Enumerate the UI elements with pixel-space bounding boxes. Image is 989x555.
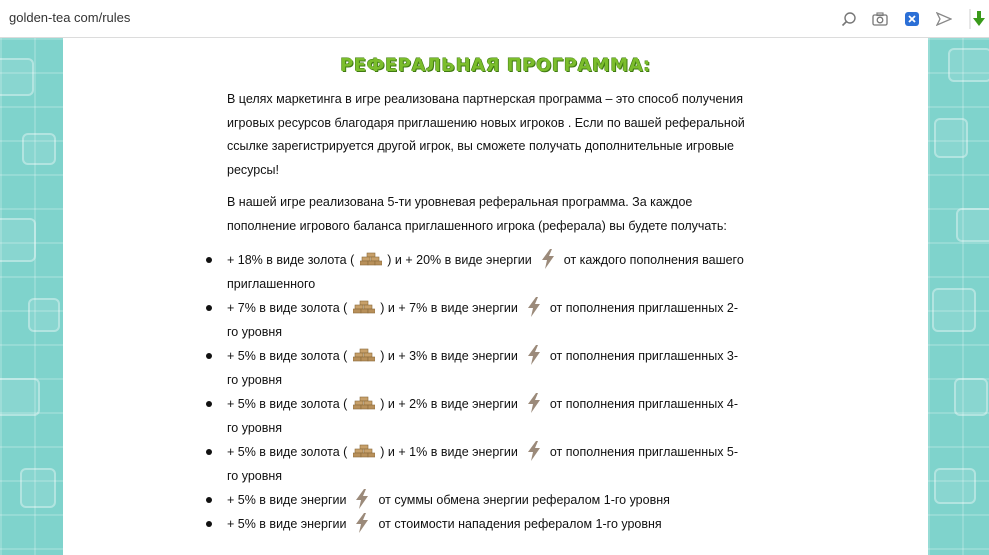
list-item: + 5% в виде энергии от стоимости нападения рефералом 1-го уровня: [206, 512, 747, 536]
rules-panel: [63, 38, 928, 555]
url-text[interactable]: golden-tea com/rules: [9, 10, 131, 25]
camera-icon[interactable]: [870, 9, 890, 29]
gold-bars-icon: [353, 444, 375, 458]
send-icon[interactable]: [934, 9, 954, 29]
lightning-icon: [526, 297, 542, 317]
right-background: [928, 38, 989, 555]
gold-bars-icon: [353, 348, 375, 362]
lightning-icon: [526, 345, 542, 365]
lightning-icon: [526, 393, 542, 413]
rewards-list: [206, 248, 747, 536]
page-title: РЕФЕРАЛЬНАЯ ПРОГРАММА:: [340, 55, 651, 76]
gold-bars-icon: [360, 252, 382, 266]
lightning-icon: [526, 441, 542, 461]
gold-bars-icon: [353, 396, 375, 410]
list-item: + 7% в виде золота ( ) и + 7% в виде энергии от пополнения приглашенных 2-го уровня: [206, 296, 747, 344]
list-item: + 5% в виде золота ( ) и + 1% в виде энергии от пополнения приглашенных 5-го уровня: [206, 440, 747, 488]
lightning-icon: [354, 489, 370, 509]
list-item: + 5% в виде золота ( ) и + 2% в виде энергии от пополнения приглашенных 4-го уровня: [206, 392, 747, 440]
intro-paragraph: В целях маркетинга в игре реализована партнерская программа – это способ получения игровых ресурсов благодаря приглашению новых игроков . Если по вашей реферальной ссылке зарегистрируется другой игрок, вы сможете получать дополнительные игровые ресурсы!: [227, 92, 745, 177]
list-item: + 18% в виде золота ( ) и + 20% в виде энергии от каждого пополнения вашего приглашенного: [206, 248, 747, 296]
shield-icon[interactable]: [902, 9, 922, 29]
search-icon[interactable]: [839, 9, 859, 29]
list-item: + 5% в виде золота ( ) и + 3% в виде энергии от пополнения приглашенных 3-го уровня: [206, 344, 747, 392]
lightning-icon: [354, 513, 370, 533]
left-background: [0, 38, 63, 555]
program-paragraph: В нашей игре реализована 5-ти уровневая реферальная программа. За каждое пополнение игрового баланса приглашенного игрока (реферала) вы будете получать:: [227, 195, 727, 233]
address-bar: [0, 0, 989, 38]
list-item: + 5% в виде энергии от суммы обмена энергии рефералом 1-го уровня: [206, 488, 747, 512]
lightning-icon: [540, 249, 556, 269]
download-icon[interactable]: [966, 9, 988, 29]
gold-bars-icon: [353, 300, 375, 314]
